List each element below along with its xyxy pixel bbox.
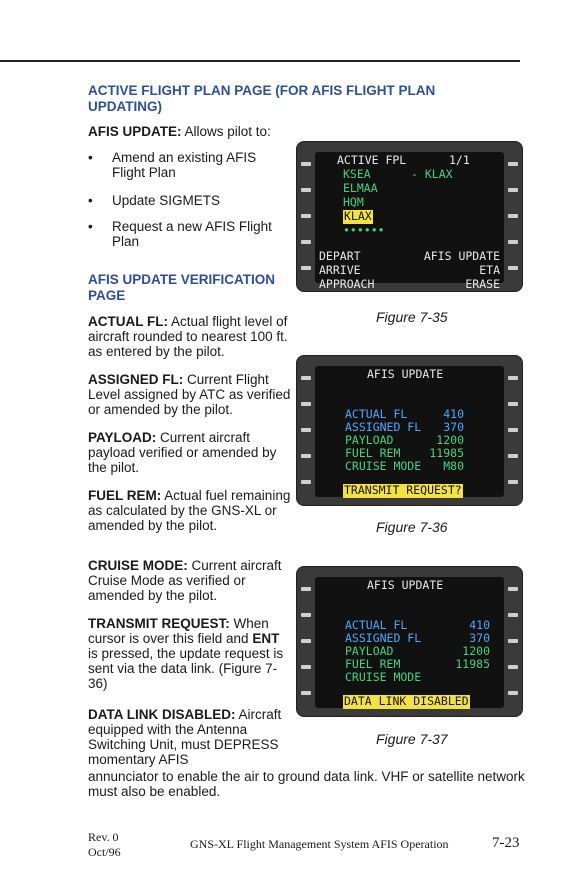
cdu-bezel-fig-7-36	[296, 355, 523, 506]
afis-update-def	[88, 124, 308, 139]
footer-title: GNS-XL Flight Management System AFIS Operation	[190, 837, 449, 851]
row-value[interactable]: 11985	[455, 657, 490, 671]
row-label: PAYLOAD	[345, 433, 394, 447]
top-rule	[0, 60, 520, 62]
line-select-key[interactable]	[508, 691, 518, 695]
line-select-key[interactable]	[301, 428, 311, 432]
line-select-key[interactable]	[508, 214, 518, 218]
figure-caption: Figure 7-35	[376, 309, 448, 325]
data-link-disabled-def: DATA LINK DISABLED: Aircraft equipped with the Antenna Switching Unit, must DEPRESS momentary AFIS	[88, 707, 282, 767]
row-label: FUEL REM	[345, 446, 401, 460]
line-select-key[interactable]	[301, 376, 311, 380]
approach-option[interactable]: APPROACH	[319, 277, 375, 291]
row-label: ASSIGNED FL	[345, 631, 422, 645]
row-value[interactable]: 370	[443, 420, 464, 434]
line-select-key[interactable]	[508, 402, 518, 406]
data-link-disabled-indicator: DATA LINK DISABLED	[344, 694, 469, 708]
line-select-key[interactable]	[301, 587, 311, 591]
line-select-key[interactable]	[301, 240, 311, 244]
figure-caption: Figure 7-37	[376, 731, 448, 747]
waypoint: KSEA	[343, 167, 371, 181]
tail-text: annunciator to enable the air to ground data link. VHF or satellite network must also be enabled.	[88, 769, 525, 799]
cdu-screen	[315, 577, 504, 708]
line-select-key[interactable]	[301, 162, 311, 166]
screen-title: AFIS UPDATE	[367, 578, 444, 592]
line-select-key[interactable]	[508, 480, 518, 484]
line-select-key[interactable]	[301, 214, 311, 218]
row-value[interactable]: 410	[443, 407, 464, 421]
row-label: ASSIGNED FL	[345, 420, 422, 434]
row-value[interactable]: 370	[469, 631, 490, 645]
line-select-key[interactable]	[301, 480, 311, 484]
transmit-request-def: TRANSMIT REQUEST: When cursor is over this field and ENT is pressed, the update request is sent via the data link. (Figure 7-36)	[88, 616, 284, 691]
row-value[interactable]: 1200	[462, 644, 490, 658]
row-value[interactable]: M80	[443, 459, 464, 473]
line-select-key[interactable]	[508, 454, 518, 458]
page-number: 7-23	[492, 835, 520, 851]
row-label: ACTUAL FL	[345, 618, 408, 632]
cdu-bezel-fig-7-35	[296, 141, 523, 292]
line-select-key[interactable]	[508, 587, 518, 591]
afis-update-term: AFIS UPDATE:	[88, 124, 182, 139]
screen-title: AFIS UPDATE	[367, 367, 444, 381]
eta-option[interactable]: ETA	[479, 263, 500, 277]
row-value[interactable]: 11985	[429, 446, 464, 460]
line-select-key[interactable]	[508, 376, 518, 380]
cruise-mode-def: CRUISE MODE: Current aircraft Cruise Mode as verified or amended by the pilot.	[88, 558, 282, 603]
arrive-option[interactable]: ARRIVE	[319, 263, 361, 277]
cdu-screen	[315, 152, 504, 291]
depart-option[interactable]: DEPART	[319, 249, 361, 263]
line-select-key[interactable]	[508, 240, 518, 244]
line-select-key[interactable]	[508, 665, 518, 669]
line-select-key[interactable]	[301, 665, 311, 669]
line-select-key[interactable]	[508, 162, 518, 166]
revision: Rev. 0	[88, 830, 119, 844]
erase-option[interactable]: ERASE	[465, 277, 500, 291]
line-select-key[interactable]	[301, 266, 311, 270]
line-select-key[interactable]	[508, 613, 518, 617]
waypoint-selected[interactable]: KLAX	[344, 209, 372, 223]
line-select-key[interactable]	[301, 402, 311, 406]
line-select-key[interactable]	[508, 639, 518, 643]
actual-fl-def: ACTUAL FL: Actual flight level of aircraft rounded to nearest 100 ft. as entered by the pilot.	[88, 314, 288, 359]
line-select-key[interactable]	[301, 188, 311, 192]
line-select-key[interactable]	[508, 188, 518, 192]
revision-date: Oct/96	[88, 845, 121, 859]
row-value[interactable]: 1200	[436, 433, 464, 447]
line-select-key[interactable]	[301, 639, 311, 643]
route-dots: ••••••	[343, 223, 385, 237]
afis-update-desc: Allows pilot to:	[184, 124, 271, 139]
line-select-key[interactable]	[301, 613, 311, 617]
figure-caption: Figure 7-36	[376, 519, 448, 535]
row-label: PAYLOAD	[345, 644, 394, 658]
fpl-title: ACTIVE FPL	[337, 153, 407, 167]
fpl-page-number: 1/1	[449, 153, 470, 167]
waypoint: ELMAA	[343, 181, 378, 195]
fuel-rem-def: FUEL REM: Actual fuel remaining as calculated by the GNS-XL or amended by the pilot.	[88, 488, 291, 533]
line-select-key[interactable]	[301, 454, 311, 458]
assigned-fl-def: ASSIGNED FL: Current Flight Level assigned by ATC as verified or amended by the pilot.	[88, 372, 291, 417]
section-title: ACTIVE FLIGHT PLAN PAGE (FOR AFIS FLIGHT PLAN UPDATING)	[88, 83, 436, 114]
verification-title: AFIS UPDATE VERIFICATION PAGE	[88, 272, 276, 303]
row-label: ACTUAL FL	[345, 407, 408, 421]
line-select-key[interactable]	[301, 691, 311, 695]
row-label: CRUISE MODE	[345, 459, 422, 473]
line-select-key[interactable]	[508, 428, 518, 432]
cdu-bezel-fig-7-37	[296, 566, 523, 717]
afis-update-option[interactable]: AFIS UPDATE	[423, 249, 500, 263]
cdu-screen	[315, 366, 504, 497]
payload-def: PAYLOAD: Current aircraft payload verified or amended by the pilot.	[88, 430, 277, 475]
transmit-request-button[interactable]: TRANSMIT REQUEST?	[344, 483, 462, 497]
line-select-key[interactable]	[508, 266, 518, 270]
destination: - KLAX	[411, 167, 453, 181]
waypoint: HQM	[343, 195, 364, 209]
row-label: CRUISE MODE	[345, 670, 422, 684]
row-label: FUEL REM	[345, 657, 401, 671]
row-value[interactable]: 410	[469, 618, 490, 632]
